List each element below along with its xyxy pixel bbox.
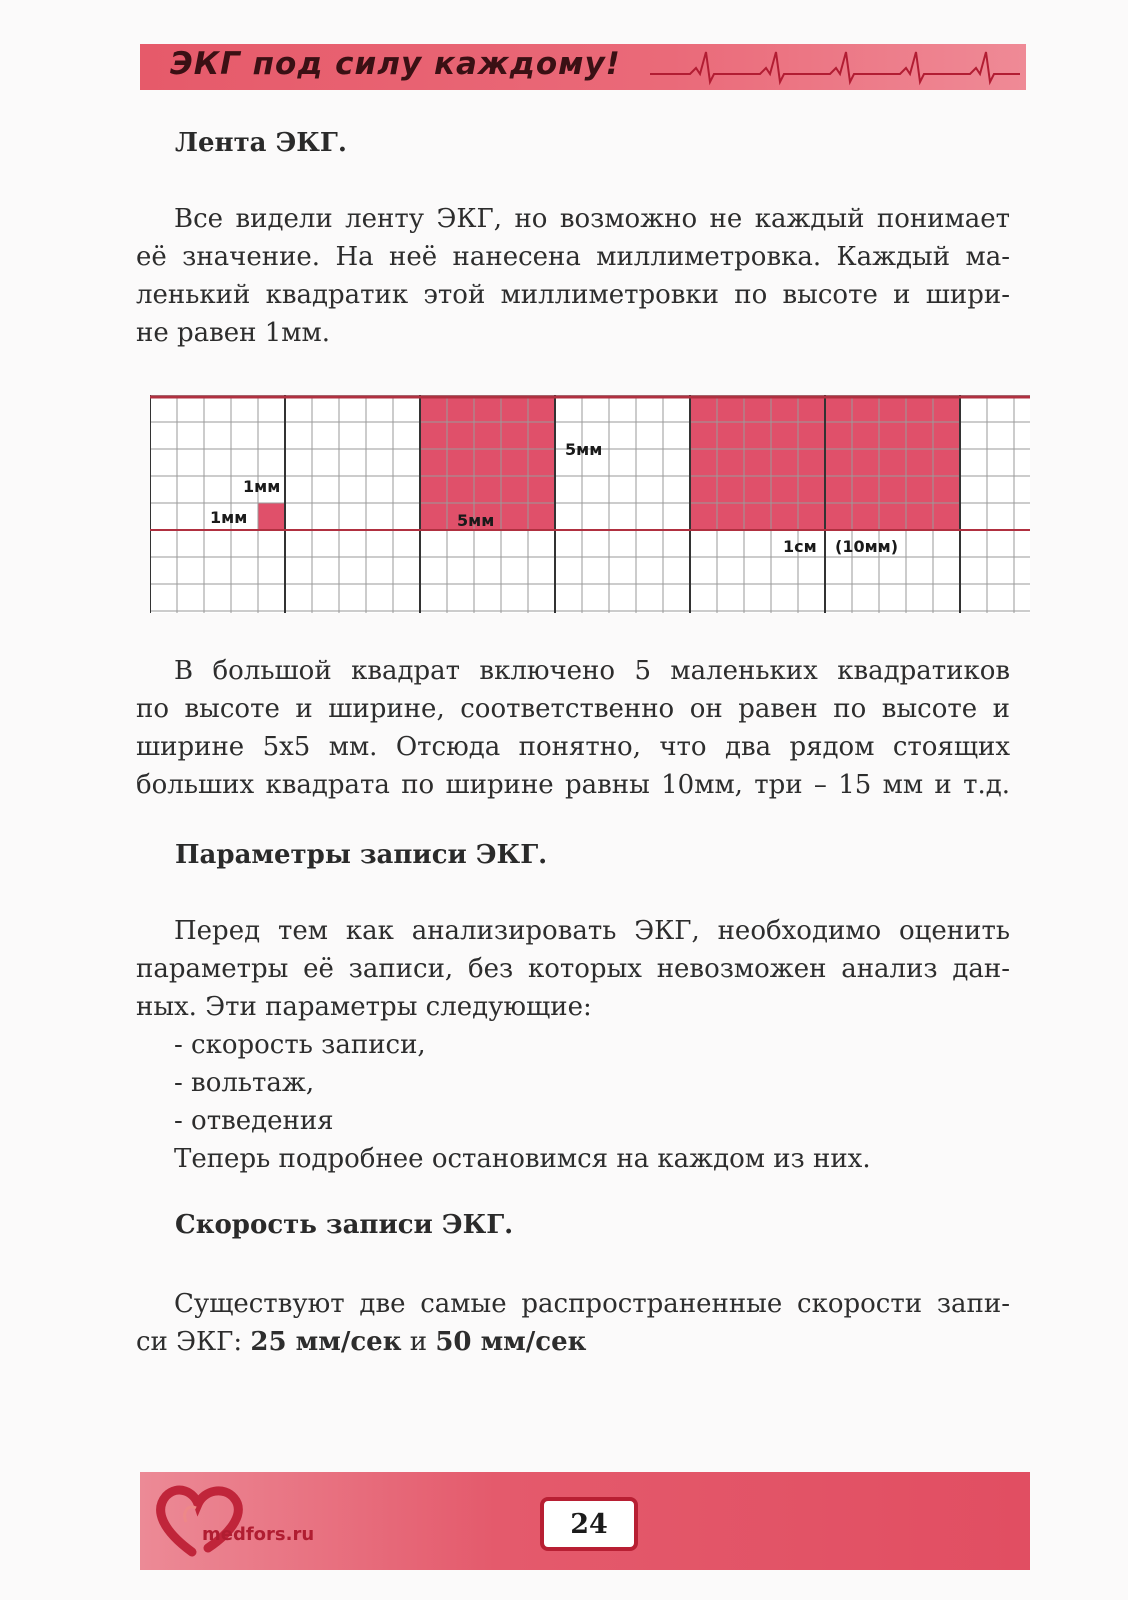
speed-value-25: 25 мм/сек — [250, 1327, 402, 1357]
section-title-speed: Скорость записи ЭКГ. — [175, 1210, 514, 1240]
text-line: ных. Эти параметры следующие: — [136, 992, 592, 1022]
text-line: её значение. На неё нанесена миллиметровка. Каждый ма- — [136, 242, 1010, 272]
speed-prefix: си ЭКГ: — [136, 1327, 251, 1357]
label-5mm-bottom: 5мм — [457, 511, 495, 530]
page-number: 24 — [540, 1497, 638, 1551]
heart-logo-icon — [152, 1482, 315, 1564]
params-paragraph — [136, 912, 1010, 1178]
ecg-wave-icon — [650, 44, 1020, 90]
text-line: не равен 1мм. — [136, 318, 330, 348]
square-paragraph — [136, 652, 1010, 804]
text-line: ленький квадратик этой миллиметровки по высоте и шири- — [136, 280, 1010, 310]
list-item: - скорость записи, — [174, 1030, 426, 1060]
text-line: Существуют две самые распространенные скорости запи- — [174, 1289, 1010, 1319]
speed-value-50: 50 мм/сек — [435, 1327, 587, 1357]
section-title-params: Параметры записи ЭКГ. — [175, 840, 548, 870]
text-line: Теперь подробнее остановимся на каждом из них. — [174, 1144, 871, 1174]
label-1mm-vertical: 1мм — [243, 477, 281, 496]
header-bar — [140, 44, 1026, 90]
label-10mm: (10мм) — [835, 537, 899, 556]
text-line: Перед тем как анализировать ЭКГ, необходимо оценить — [174, 916, 1010, 946]
big-square-5mm — [420, 395, 555, 530]
section-title-tape: Лента ЭКГ. — [175, 128, 347, 158]
small-square-1mm — [258, 503, 285, 530]
logo-text: medfors.ru — [202, 1524, 315, 1545]
speed-paragraph — [136, 1285, 1010, 1361]
list-item: - отведения — [174, 1106, 334, 1136]
list-item: - вольтаж, — [174, 1068, 315, 1098]
label-5mm-top: 5мм — [565, 440, 603, 459]
text-line: параметры её записи, без которых невозможен анализ дан- — [136, 954, 1010, 984]
tape-paragraph — [136, 200, 1010, 352]
label-1mm-horizontal: 1мм — [210, 508, 248, 527]
text-line: В большой квадрат включено 5 маленьких квадратиков — [174, 656, 1010, 686]
text-line: Все видели ленту ЭКГ, но возможно не каждый понимает — [174, 204, 1010, 234]
footer-bar — [140, 1472, 1030, 1570]
header-title: ЭКГ под силу каждому! — [170, 46, 621, 82]
speed-and: и — [401, 1327, 436, 1357]
text-line: ширине 5х5 мм. Отсюда понятно, что два рядом стоящих — [136, 732, 1010, 762]
label-1cm: 1см — [783, 537, 817, 556]
ecg-grid-figure — [150, 395, 1030, 613]
text-line: по высоте и ширине, соответственно он равен по высоте и — [136, 694, 1010, 724]
text-line — [136, 1323, 1010, 1361]
text-line: больших квадрата по ширине равны 10мм, три – 15 мм и т.д. — [136, 770, 1010, 800]
